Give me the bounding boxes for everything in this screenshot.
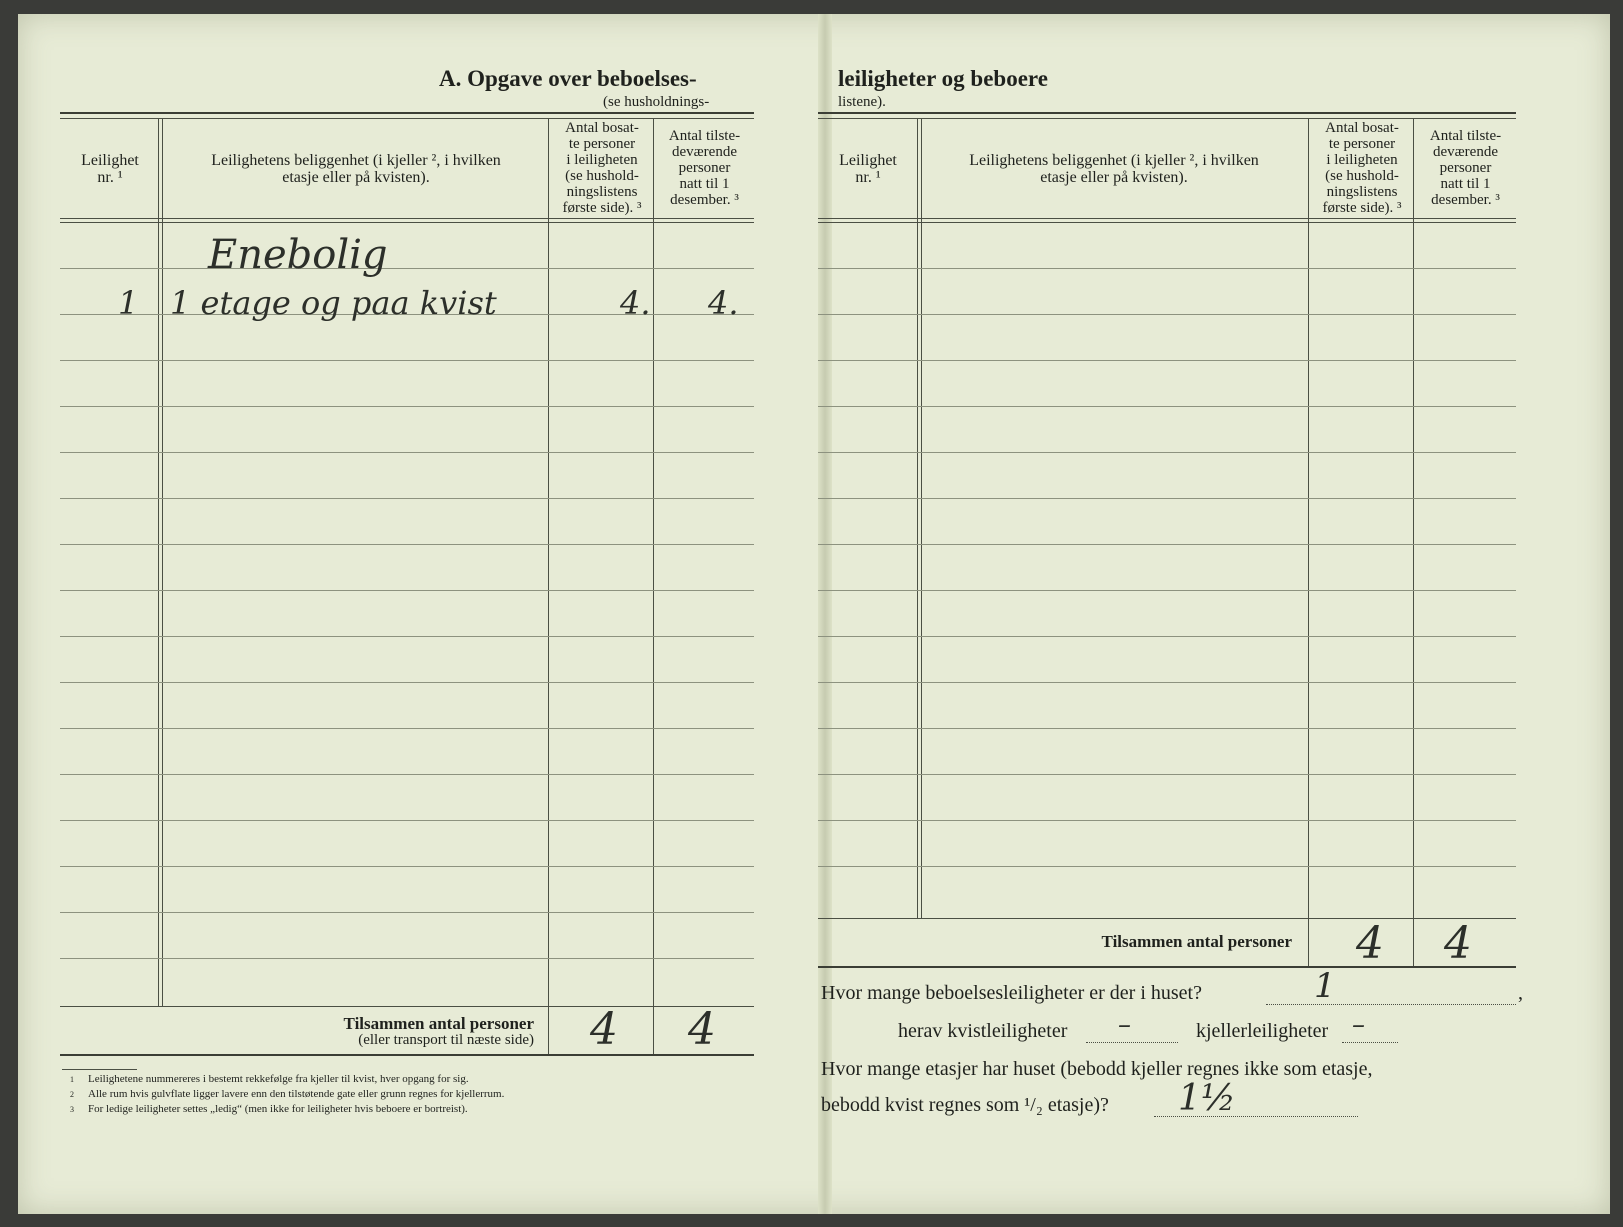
header-beliggenhet: Leilighetens beliggenhet (i kjeller ², i hvilken etasje eller på kvisten). xyxy=(969,152,1259,186)
left-subtitle: (se husholdnings- xyxy=(603,94,710,110)
handwritten-description: Enebolig xyxy=(208,232,388,278)
header-tilstede: Antal tilste- deværende personer natt til 1 desember. ³ xyxy=(1429,128,1502,208)
handwritten-bosatte: 4. xyxy=(620,284,651,322)
handwritten-tilstede: 4. xyxy=(708,284,739,322)
question-comma: , xyxy=(1518,982,1523,1004)
header-tilstede: Antal tilste- deværende personer natt til 1 desember. ³ xyxy=(668,128,741,208)
left-total-label: Tilsammen antal personer xyxy=(343,1014,534,1033)
right-title: leiligheter og beboere xyxy=(838,66,1048,91)
left-total-tilstede: 4 xyxy=(688,1004,716,1055)
col-divider xyxy=(158,118,163,1006)
col-divider xyxy=(653,118,654,1056)
answer-leiligheter: 1 xyxy=(1314,966,1336,1006)
answer-kjeller: – xyxy=(1352,1010,1365,1040)
right-total-tilstede: 4 xyxy=(1444,918,1472,969)
col-divider xyxy=(548,118,549,1056)
header-bosatte: Antal bosat- te personer i leiligheten (se hushold- ningslistens første side). ³ xyxy=(1322,120,1402,216)
left-title: A. Opgave over beboelses- xyxy=(439,66,697,91)
question-leiligheter: Hvor mange beboelsesleiligheter er der i huset? xyxy=(821,982,1202,1004)
handwritten-nr: 1 xyxy=(118,284,139,322)
header-leilighet: Leilighet nr. ¹ xyxy=(839,152,897,186)
answer-etasjer: 1½ xyxy=(1178,1078,1236,1119)
left-total-sublabel: (eller transport til næste side) xyxy=(358,1032,534,1048)
footnote-2: 2 Alle rum hvis gulvflate ligger lavere enn den tilstøtende gate eller grunn regnes for kjellerrum. xyxy=(70,1088,505,1100)
right-total-label: Tilsammen antal personer xyxy=(1101,932,1292,951)
header-bosatte: Antal bosat- te personer i leiligheten (se hushold- ningslistens første side). ³ xyxy=(562,120,642,216)
rule xyxy=(60,222,754,223)
rule xyxy=(60,112,754,114)
header-beliggenhet: Leilighetens beliggenhet (i kjeller ², i hvilken etasje eller på kvisten). xyxy=(211,152,501,186)
handwritten-description: 1 etage og paa kvist xyxy=(170,284,497,322)
page-fold xyxy=(818,14,832,1214)
question-kjeller: kjellerleiligheter xyxy=(1196,1020,1329,1042)
question-etasjer-cont: bebodd kvist regnes som ¹/₂ etasje)? xyxy=(821,1094,1109,1116)
question-kvist: herav kvistleiligheter xyxy=(898,1020,1068,1042)
rule xyxy=(60,218,754,219)
footnote-1: 1 Leilighetene nummereres i bestemt rekkefølge fra kjeller til kvist, hver opgang for sig. xyxy=(70,1073,469,1085)
left-total-bosatte: 4 xyxy=(590,1004,618,1055)
footnotes xyxy=(70,1072,750,1117)
right-total-bosatte: 4 xyxy=(1356,918,1384,969)
rule xyxy=(60,118,754,119)
answer-kvist: – xyxy=(1118,1010,1131,1040)
right-subtitle: listene). xyxy=(838,94,886,110)
census-form-sheet xyxy=(18,14,1610,1214)
header-leilighet: Leilighet nr. ¹ xyxy=(81,152,139,186)
question-etasjer: Hvor mange etasjer har huset (bebodd kjeller regnes ikke som etasje, xyxy=(821,1058,1373,1080)
footnote-3: 3 For ledige leiligheter settes „ledig“ (men ikke for leiligheter hvis beboere er bortreist). xyxy=(70,1103,468,1115)
